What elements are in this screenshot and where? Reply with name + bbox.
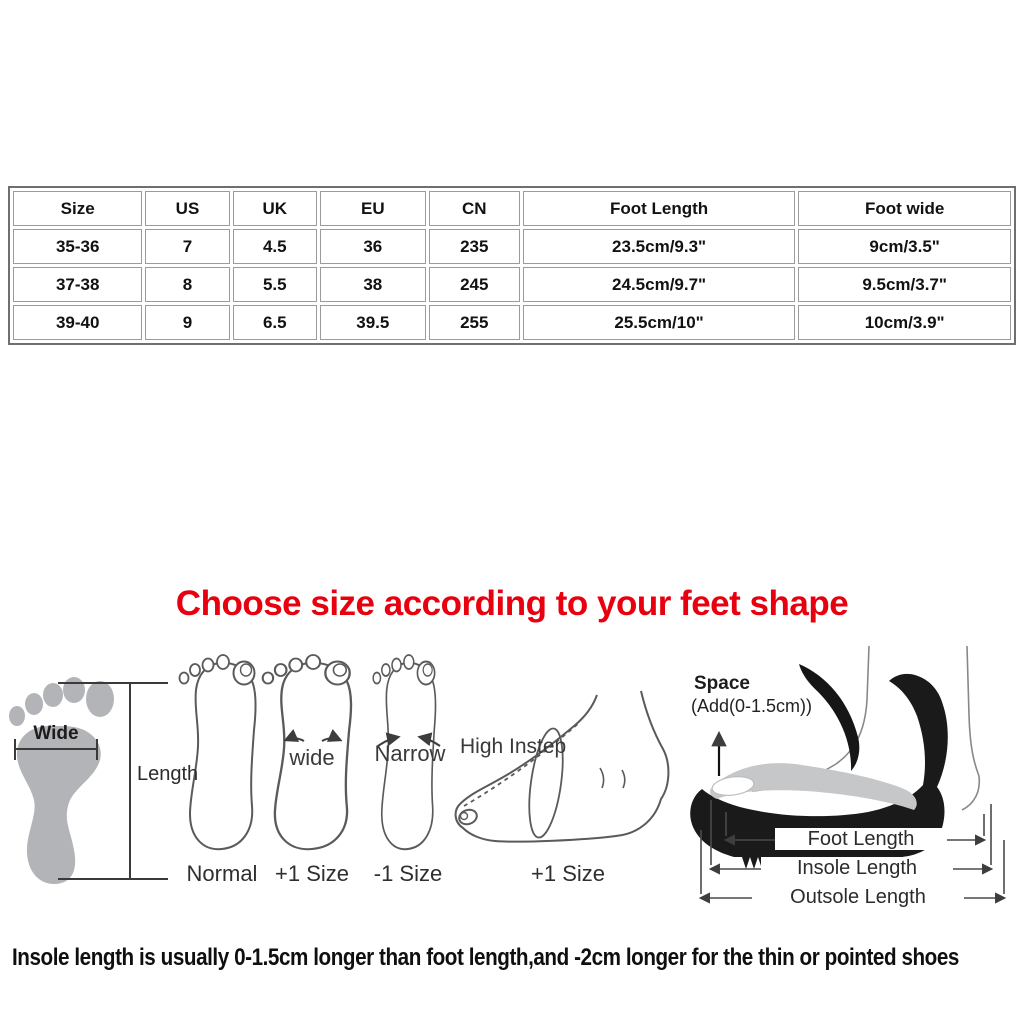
high-instep-caption: +1 Size [531,861,605,886]
col-header-foot-length: Foot Length [523,191,795,226]
wide-annotation: wide [289,745,335,770]
size-conversion-table [8,186,1016,345]
table-cell: 35-36 [13,229,142,264]
table-cell: 8 [145,267,229,302]
table-cell: 255 [429,305,520,340]
size-table [8,186,1016,345]
page-title: Choose size according to your feet shape [175,584,849,623]
table-cell: 10cm/3.9" [798,305,1011,340]
table-row [13,305,1011,340]
table-cell: 245 [429,267,520,302]
table-cell: 25.5cm/10" [523,305,795,340]
table-cell: 36 [320,229,426,264]
space-label: Space [694,673,750,694]
table-cell: 24.5cm/9.7" [523,267,795,302]
table-cell: 4.5 [233,229,317,264]
high-instep-diagram [456,691,669,842]
table-cell: 39.5 [320,305,426,340]
table-cell: 23.5cm/9.3" [523,229,795,264]
wide-measure-label: Wide [33,723,79,744]
col-header-us: US [145,191,229,226]
shoe-collar-black [799,664,859,771]
table-cell: 6.5 [233,305,317,340]
table-cell: 7 [145,229,229,264]
table-cell: 39-40 [13,305,142,340]
table-row [13,229,1011,264]
wide-foot-caption: +1 Size [275,861,349,886]
high-instep-annotation: High Instep [460,735,567,758]
table-header-row [13,191,1011,226]
normal-foot-caption: Normal [186,861,258,886]
space-note: (Add(0-1.5cm)) [691,696,813,716]
col-header-eu: EU [320,191,426,226]
col-header-foot-wide: Foot wide [798,191,1011,226]
insole-length-dimension-label: Insole Length [761,857,953,879]
table-cell: 5.5 [233,267,317,302]
table-cell: 9cm/3.5" [798,229,1011,264]
table-cell: 235 [429,229,520,264]
col-header-cn: CN [429,191,520,226]
foot-length-dimension-label: Foot Length [775,828,947,850]
table-cell: 37-38 [13,267,142,302]
narrow-annotation: Narrow [374,741,446,766]
table-row [13,267,1011,302]
length-measure-label: Length [137,763,199,785]
col-header-size: Size [13,191,142,226]
table-cell: 38 [320,267,426,302]
normal-foot-outline [180,655,256,849]
narrow-foot-caption: -1 Size [373,861,443,886]
table-cell: 9 [145,305,229,340]
outsole-length-dimension-label: Outsole Length [752,886,964,908]
col-header-uk: UK [233,191,317,226]
insole-note: Insole length is usually 0-1.5cm longer than foot length,and -2cm longer for the thin or pointed shoes [12,944,959,971]
table-cell: 9.5cm/3.7" [798,267,1011,302]
